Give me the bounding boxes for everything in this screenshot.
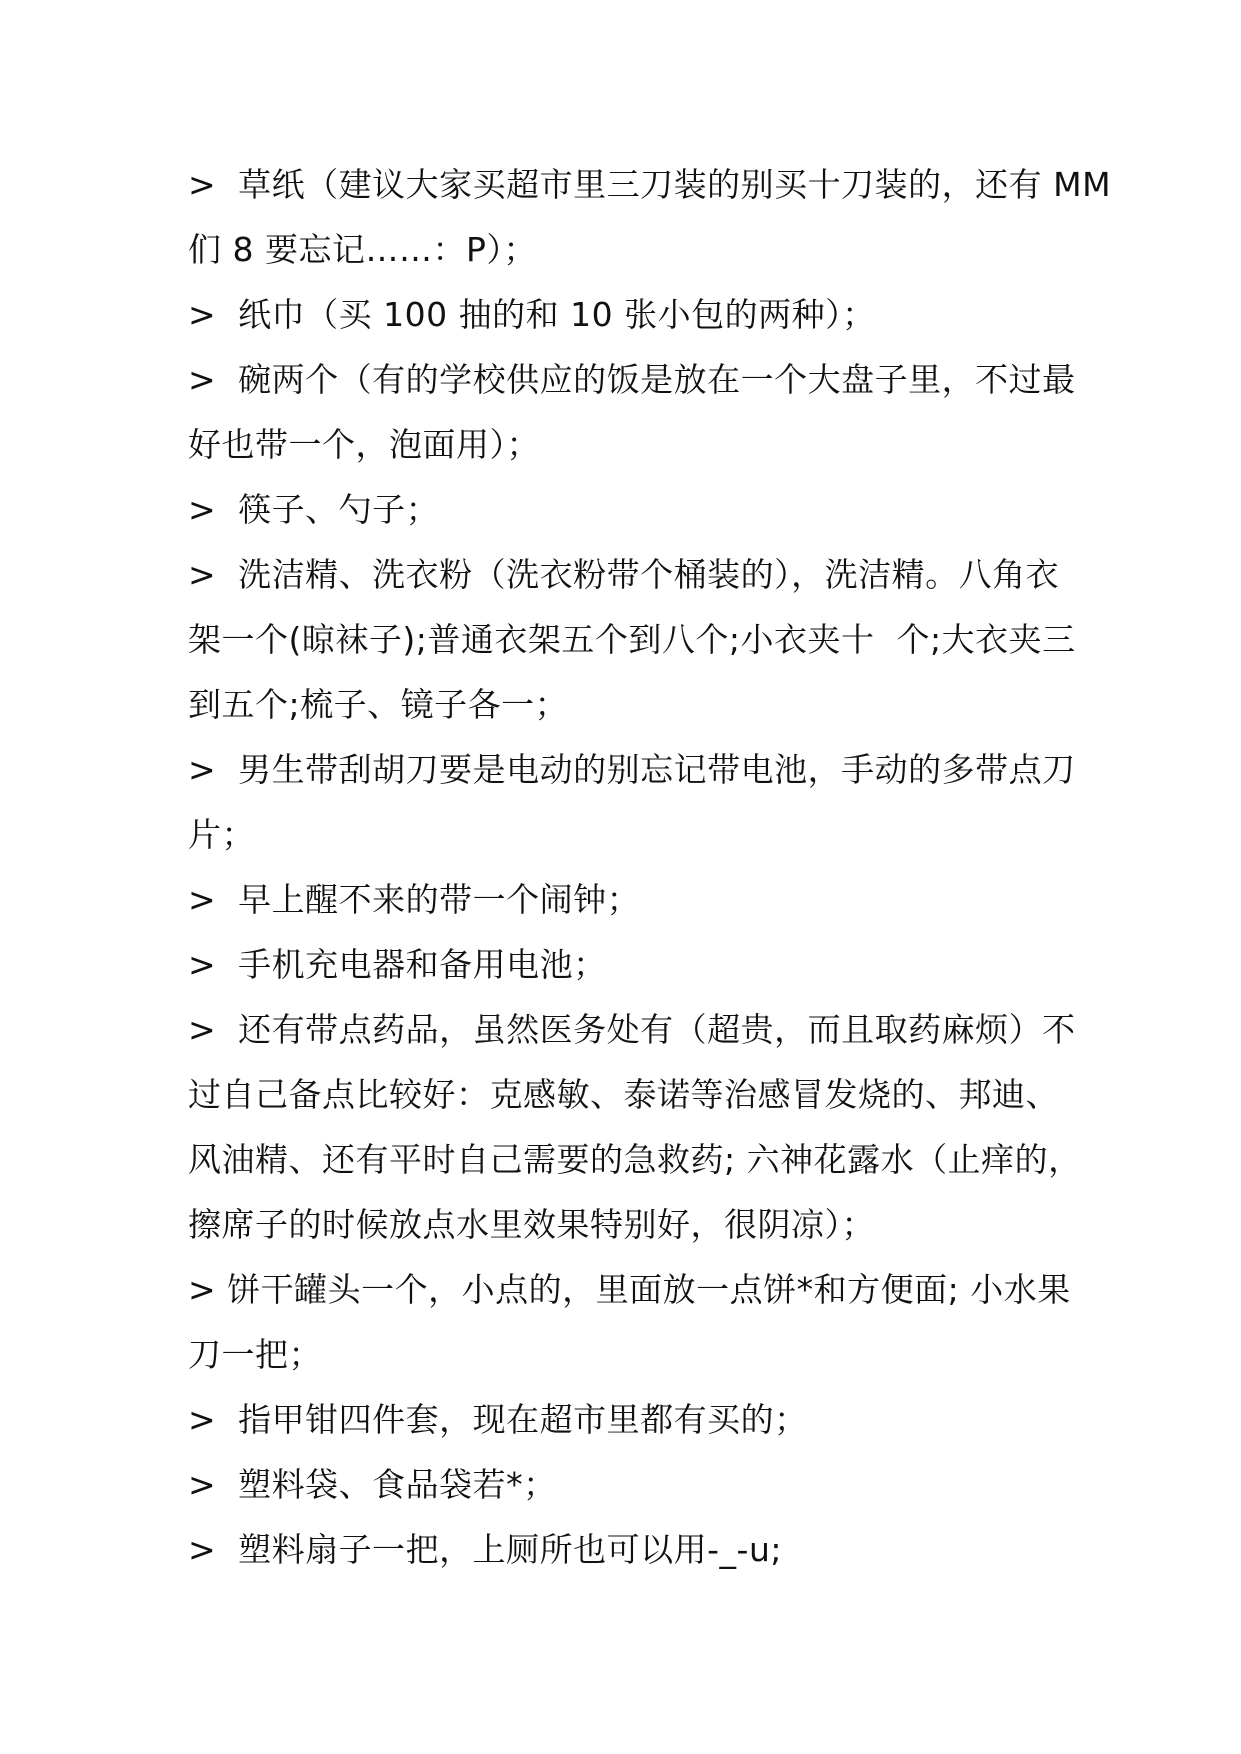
text-line: > 塑料扇子一把，上厕所也可以用-_-u; [188, 1530, 782, 1569]
text-line: > 男生带刮胡刀要是电动的别忘记带电池，手动的多带点刀 [188, 750, 1076, 789]
text-line: > 指甲钳四件套，现在超市里都有买的； [188, 1400, 808, 1439]
text-line: 片； [188, 815, 255, 854]
text-line: 架一个(晾袜子);普通衣架五个到八个;小衣夹十 个;大衣夹三 [188, 620, 1076, 659]
text-line: > 早上醒不来的带一个闹钟； [188, 880, 641, 919]
text-line: 擦席子的时候放点水里效果特别好，很阴凉）； [188, 1205, 875, 1244]
text-line: > 饼干罐头一个，小点的，里面放一点饼*和方便面; 小水果 [188, 1270, 1071, 1309]
text-line: 风油精、还有平时自己需要的急救药; 六神花露水（止痒的， [188, 1140, 1082, 1179]
text-line: > 草纸（建议大家买超市里三刀装的别买十刀装的，还有 MM [188, 165, 1112, 204]
text-line: 好也带一个，泡面用）； [188, 425, 540, 464]
text-line: > 塑料袋、食品袋若*； [188, 1465, 557, 1504]
text-line: > 筷子、勺子； [188, 490, 440, 529]
text-line: 刀一把； [188, 1335, 322, 1374]
document-body [188, 152, 1112, 1582]
text-line: > 手机充电器和备用电池； [188, 945, 607, 984]
text-line: > 纸巾（买 100 抽的和 10 张小包的两种）； [188, 295, 876, 334]
text-line: > 洗洁精、洗衣粉（洗衣粉带个桶装的），洗洁精。八角衣 [188, 555, 1060, 594]
text-line: 过自己备点比较好：克感敏、泰诺等治感冒发烧的、邦迪、 [188, 1075, 1059, 1114]
text-line: > 还有带点药品，虽然医务处有（超贵，而且取药麻烦）不 [188, 1010, 1076, 1049]
text-line: > 碗两个（有的学校供应的饭是放在一个大盘子里，不过最 [188, 360, 1076, 399]
text-line: 到五个;梳子、镜子各一； [188, 685, 569, 724]
text-line: 们 8 要忘记……：P）； [188, 230, 537, 269]
